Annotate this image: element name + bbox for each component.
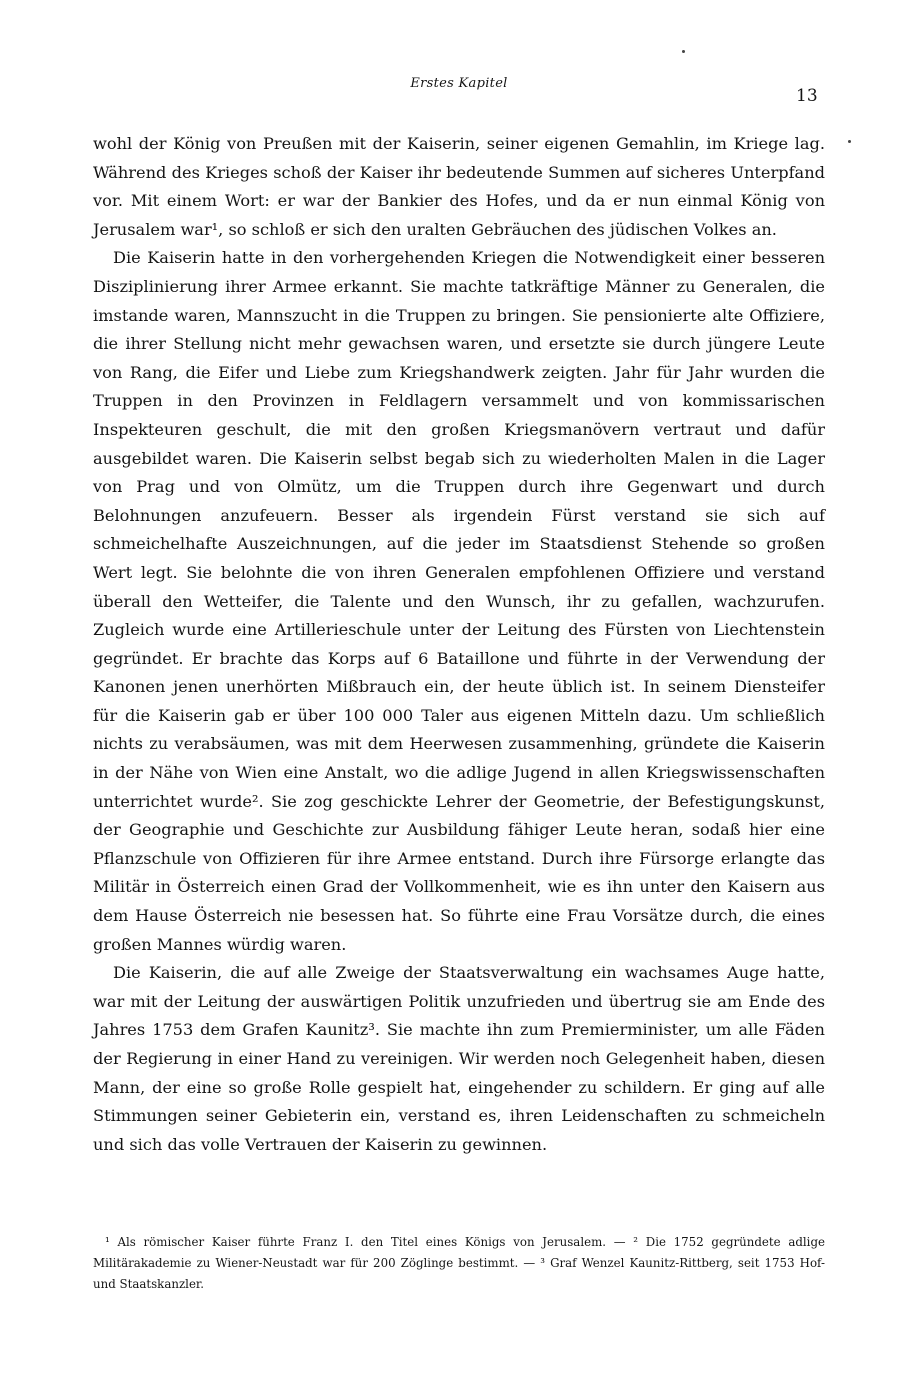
paragraph: wohl der König von Preußen mit der Kaiserin, seiner eigenen Gemahlin, im Kriege lag. Während des Krieges schoß der Kaiser ihr bedeutende Summen auf sicheres Unterpfand vor. Mit einem Wort: er war der Bankier des Hofes, und da er nun einmal König von Jerusalem war¹, so schloß er sich den uralten Gebräuchen des jüdischen Volkes an. [93,134,825,239]
page-number: 13 [796,86,818,106]
footnotes: ¹ Als römischer Kaiser führte Franz I. den Titel eines Königs von Jerusalem. — ² Die 1752 gegründete adlige Militärakademie zu Wiener-Neustadt war für 200 Zöglinge bestimmt. — ³ Graf Wenzel Kaunitz-Rittberg, seit 1753 Hof- und Staatskanzler. [93,1235,825,1291]
running-head: Erstes Kapitel [410,76,508,91]
body-text [93,130,825,1159]
paper-speck [682,50,685,53]
paragraph: Die Kaiserin hatte in den vorhergehenden Kriegen die Notwendigkeit einer besseren Disziplinierung ihrer Armee erkannt. Sie machte tatkräftige Männer zu Generalen, die imstande waren, Mannszucht in die Truppen zu bringen. Sie pensionierte alte Offiziere, die ihrer Stellung nicht mehr gewachsen waren, und ersetzte sie durch jüngere Leute von Rang, die Eifer und Liebe zum Kriegshandwerk zeigten. Jahr für Jahr wurden die Truppen in den Provinzen in Feldlagern versammelt und von kommissarischen Inspekteuren geschult, die mit den großen Kriegsmanövern vertraut und dafür ausgebildet waren. Die Kaiserin selbst begab sich zu wiederholten Malen in die Lager von Prag und von Olmütz, um die Truppen durch ihre Gegenwart und durch Belohnungen anzufeuern. Besser als irgendein Fürst verstand sie sich auf schmeichelhafte Auszeichnungen, auf die jeder im Staatsdienst Stehende so großen Wert legt. Sie belohnte die von ihren Generalen empfohlenen Offiziere und verstand überall den Wetteifer, die Talente und den Wunsch, ihr zu gefallen, wachzurufen. Zugleich wurde eine Artillerieschule unter der Leitung des Fürsten von Liechtenstein gegründet. Er brachte das Korps auf 6 Bataillone und führte in der Verwendung der Kanonen jenen unerhörten Mißbrauch ein, der heute üblich ist. In seinem Diensteifer für die Kaiserin gab er über 100 000 Taler aus eigenen Mitteln dazu. Um schließlich nichts zu verabsäumen, was mit dem Heerwesen zusammenhing, gründete die Kaiserin in der Nähe von Wien eine Anstalt, wo die adlige Jugend in allen Kriegswissenschaften unterrichtet wurde². Sie zog geschickte Lehrer der Geometrie, der Befestigungskunst, der Geographie und Geschichte zur Ausbildung fähiger Leute heran, sodaß hier eine Pflanzschule von Offizieren für ihre Armee entstand. Durch ihre Fürsorge erlangte das Militär in Österreich einen Grad der Vollkommenheit, wie es ihn unter den Kaisern aus dem Hause Österreich nie besessen hat. So führte eine Frau Vorsätze durch, die eines großen Mannes würdig waren. [93,248,825,954]
paragraph: Die Kaiserin, die auf alle Zweige der Staatsverwaltung ein wachsames Auge hatte, war mit der Leitung der auswärtigen Politik unzufrieden und übertrug sie am Ende des Jahres 1753 dem Grafen Kaunitz³. Sie machte ihn zum Premierminister, um alle Fäden der Regierung in einer Hand zu vereinigen. Wir werden noch Gelegenheit haben, diesen Mann, der eine so große Rolle gespielt hat, eingehender zu schildern. Er ging auf alle Stimmungen seiner Gebieterin ein, verstand es, ihren Leidenschaften zu schmeicheln und sich das volle Vertrauen der Kaiserin zu gewinnen. [93,963,825,1154]
paper-speck [848,140,851,143]
